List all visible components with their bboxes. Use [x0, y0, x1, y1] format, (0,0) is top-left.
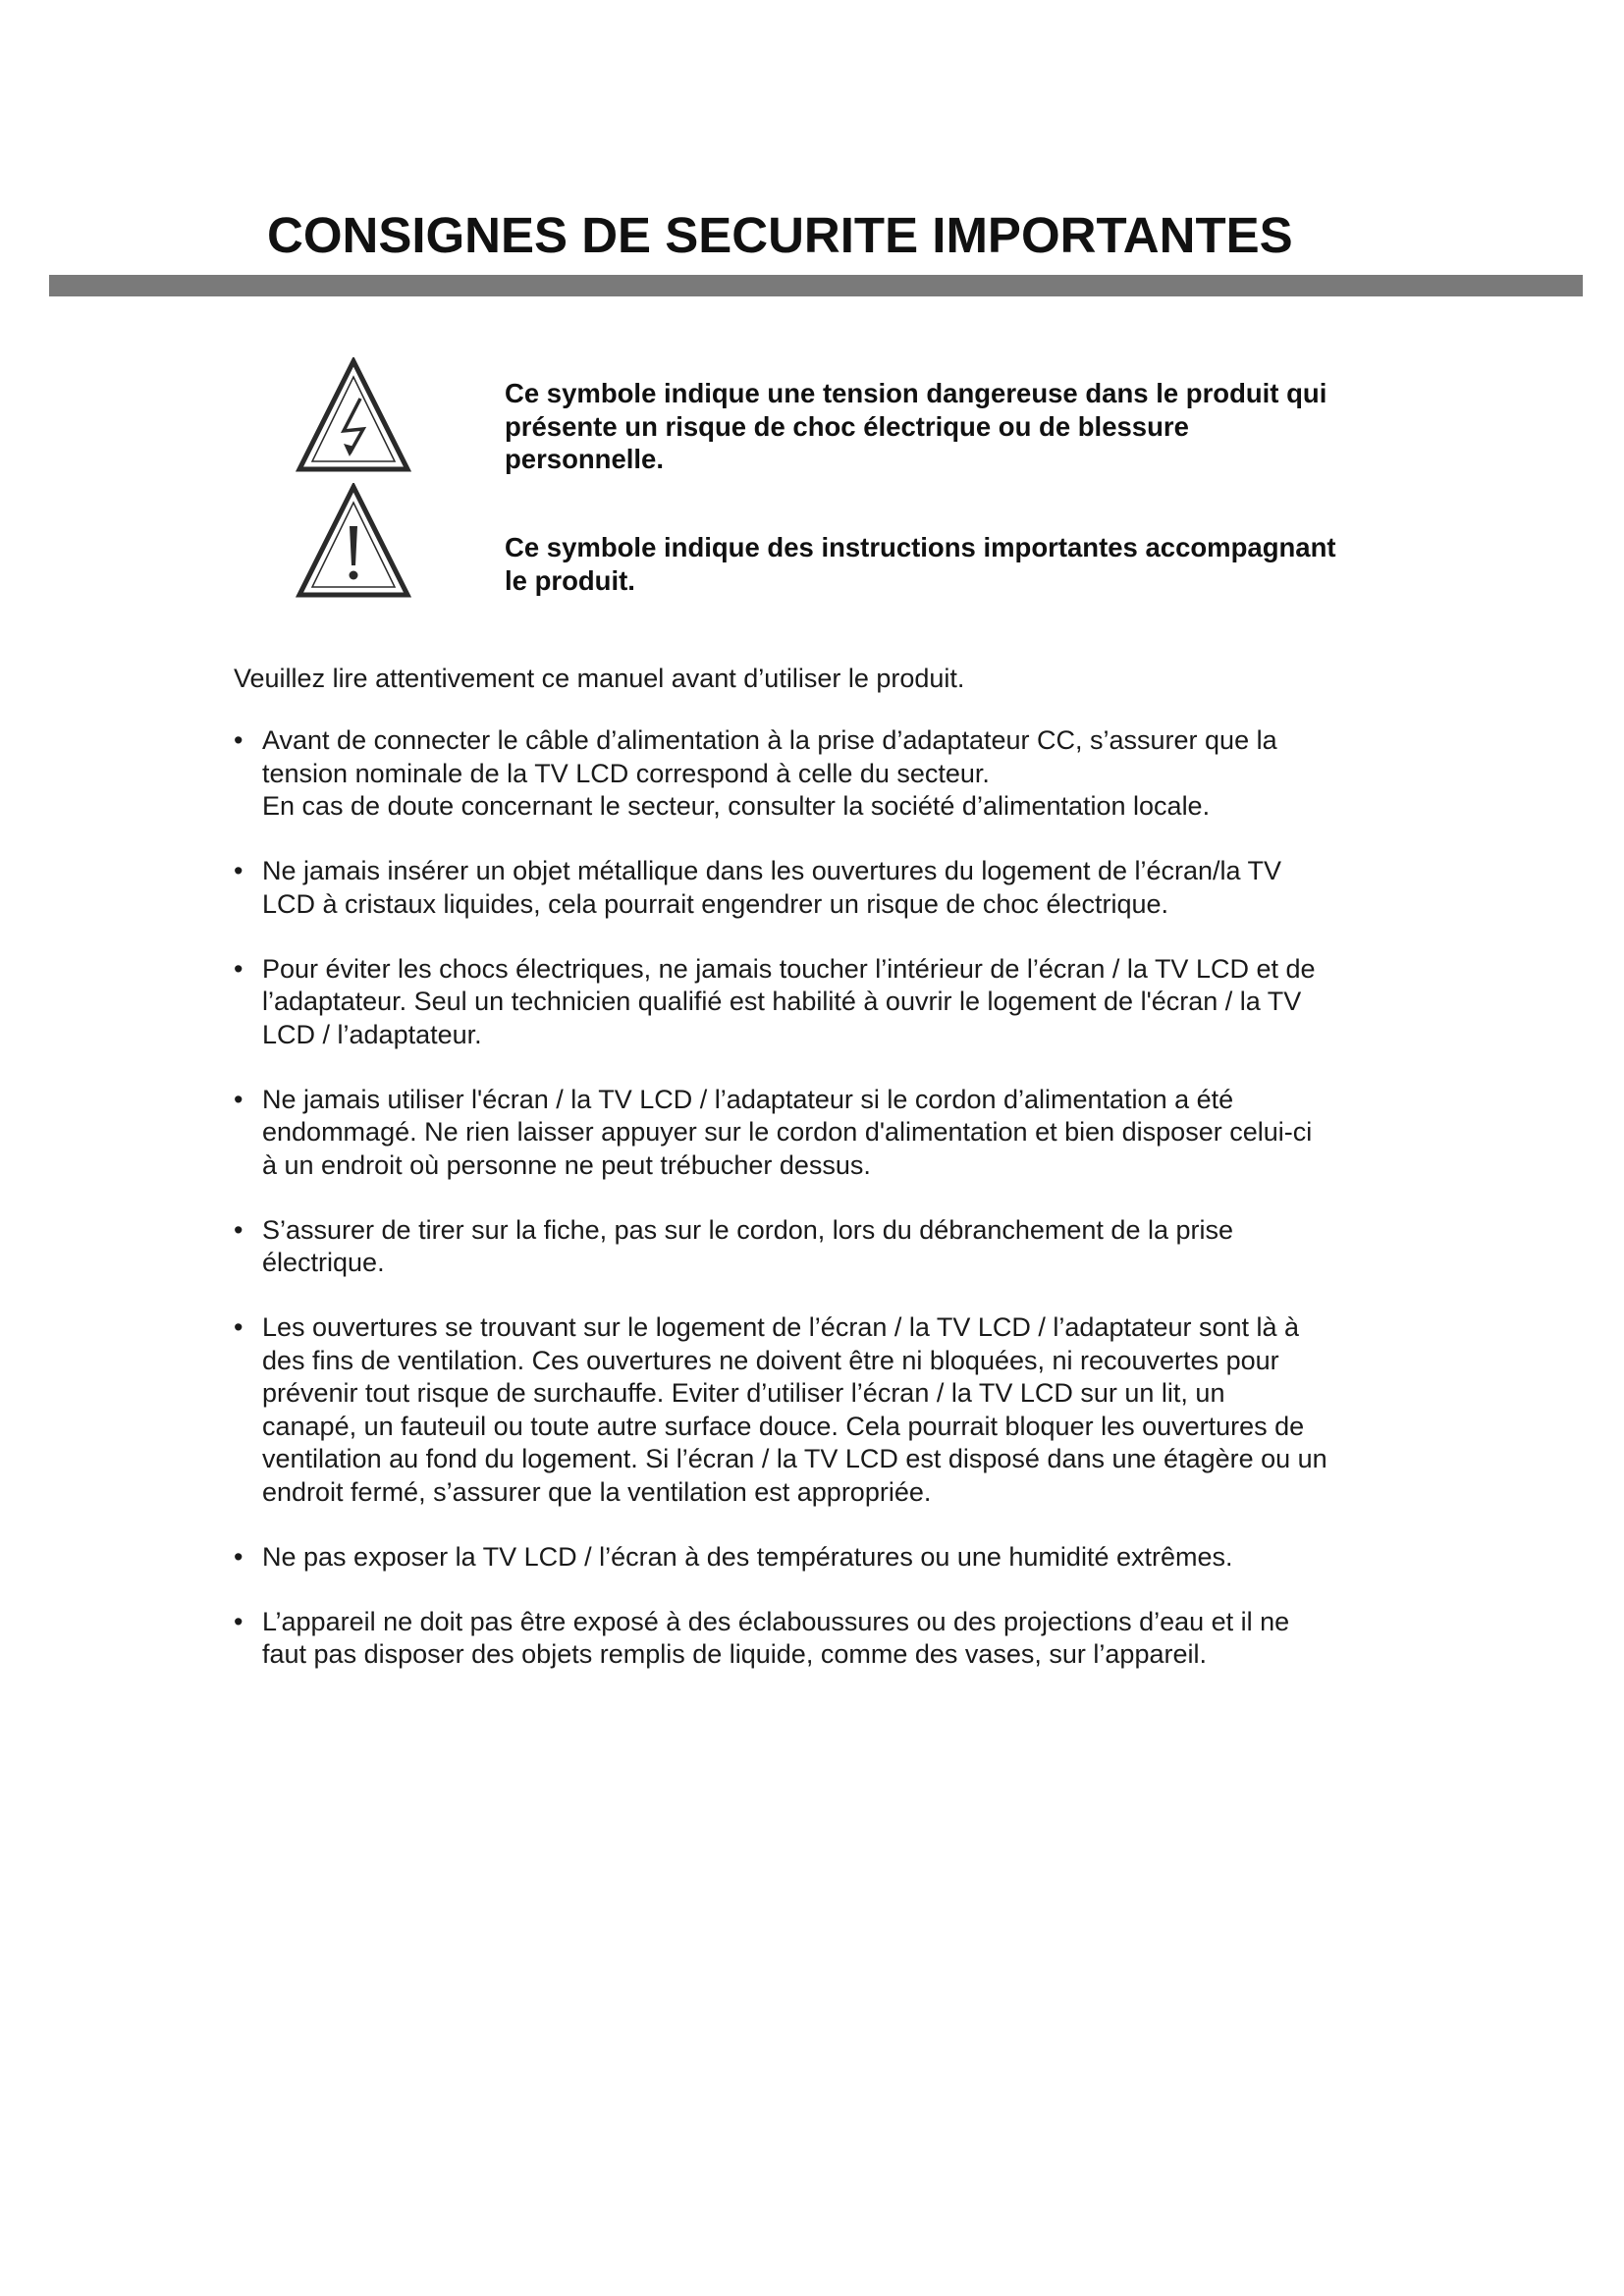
exclamation-symbol-description [505, 531, 1388, 597]
symbol-text-line: Ce symbole indique des instructions importantes accompagnant [505, 532, 1336, 562]
bullet-icon: • [234, 725, 244, 755]
list-item-line: S’assurer de tirer sur la fiche, pas sur le cordon, lors du débranchement de la prise [262, 1214, 1233, 1245]
list-item-line: prévenir tout risque de surchauffe. Eviter d’utiliser l’écran / la TV LCD sur un lit, un [262, 1378, 1225, 1408]
list-item-line: Ne pas exposer la TV LCD / l’écran à des températures ou une humidité extrêmes. [262, 1541, 1233, 1572]
list-item-line: tension nominale de la TV LCD correspond à celle du secteur. [262, 758, 990, 788]
list-item [234, 724, 1422, 824]
list-item [234, 1606, 1422, 1672]
bullet-icon: • [234, 1312, 244, 1342]
bullet-icon: • [234, 856, 244, 885]
symbol-text-line: le produit. [505, 564, 635, 596]
list-item-line: endommagé. Ne rien laisser appuyer sur le cordon d'alimentation et bien disposer celui-ci [262, 1117, 1313, 1147]
bullet-icon: • [234, 1214, 244, 1245]
bullet-icon: • [234, 1084, 244, 1114]
list-item [234, 1311, 1422, 1509]
bullet-icon: • [234, 1606, 244, 1636]
list-item-line: L’appareil ne doit pas être exposé à des éclaboussures ou des projections d’eau et il ne [262, 1606, 1290, 1636]
symbol-text-line: personnelle. [505, 444, 664, 474]
list-item-line: l’adaptateur. Seul un technicien qualifié est habilité à ouvrir le logement de l'écran / la TV [262, 987, 1302, 1016]
list-item-line: Pour éviter les chocs électriques, ne jamais toucher l’intérieur de l’écran / la TV LCD et de [262, 953, 1316, 984]
list-item-line: des fins de ventilation. Ces ouvertures ne doivent être ni bloquées, ni recouvertes pour [262, 1345, 1279, 1375]
list-item-line: endroit fermé, s’assurer que la ventilation est appropriée. [262, 1476, 932, 1507]
list-item [234, 1541, 1422, 1575]
page-title: CONSIGNES DE SECURITE IMPORTANTES [267, 207, 1293, 263]
exclamation-warning-icon-graphic [296, 483, 411, 599]
list-item [234, 953, 1422, 1052]
list-item-line: LCD à cristaux liquides, cela pourrait engendrer un risque de choc électrique. [262, 888, 1169, 919]
list-item-line: à un endroit où personne ne peut trébucher dessus. [262, 1149, 871, 1180]
high-voltage-warning-icon-graphic [296, 357, 411, 473]
high-voltage-warning-icon [296, 357, 411, 473]
high-voltage-symbol-description [505, 377, 1388, 476]
list-item-line: Les ouvertures se trouvant sur le logement de l’écran / la TV LCD / l’adaptateur sont là à [262, 1312, 1300, 1342]
list-item-line: faut pas disposer des objets remplis de liquide, comme des vases, sur l’appareil. [262, 1639, 1207, 1669]
title-divider [49, 275, 1583, 296]
list-item [234, 1084, 1422, 1183]
bullet-icon: • [234, 953, 244, 984]
symbol-text-line: Ce symbole indique une tension dangereuse dans le produit qui [505, 378, 1327, 408]
list-item-line: En cas de doute concernant le secteur, consulter la société d’alimentation locale. [262, 791, 1211, 821]
list-item-line: Avant de connecter le câble d’alimentation à la prise d’adaptateur CC, s’assurer que la [262, 725, 1277, 755]
symbol-text-line: présente un risque de choc électrique ou de blessure [505, 410, 1189, 442]
safety-instructions-list [234, 724, 1422, 1703]
intro-text: Veuillez lire attentivement ce manuel avant d’utiliser le produit. [234, 664, 965, 693]
list-item [234, 855, 1422, 921]
list-item-line: canapé, un fauteuil ou toute autre surface douce. Cela pourrait bloquer les ouvertures de [262, 1411, 1305, 1441]
list-item-line: Ne jamais utiliser l'écran / la TV LCD / l’adaptateur si le cordon d’alimentation a été [262, 1084, 1234, 1114]
bullet-icon: • [234, 1541, 244, 1572]
list-item-line: Ne jamais insérer un objet métallique dans les ouvertures du logement de l’écran/la TV [262, 856, 1282, 885]
exclamation-warning-icon [296, 483, 411, 599]
list-item-line: électrique. [262, 1248, 385, 1277]
list-item-line: ventilation au fond du logement. Si l’écran / la TV LCD est disposé dans une étagère ou un [262, 1444, 1327, 1473]
list-item-line: LCD / l’adaptateur. [262, 1019, 482, 1049]
list-item [234, 1214, 1422, 1280]
